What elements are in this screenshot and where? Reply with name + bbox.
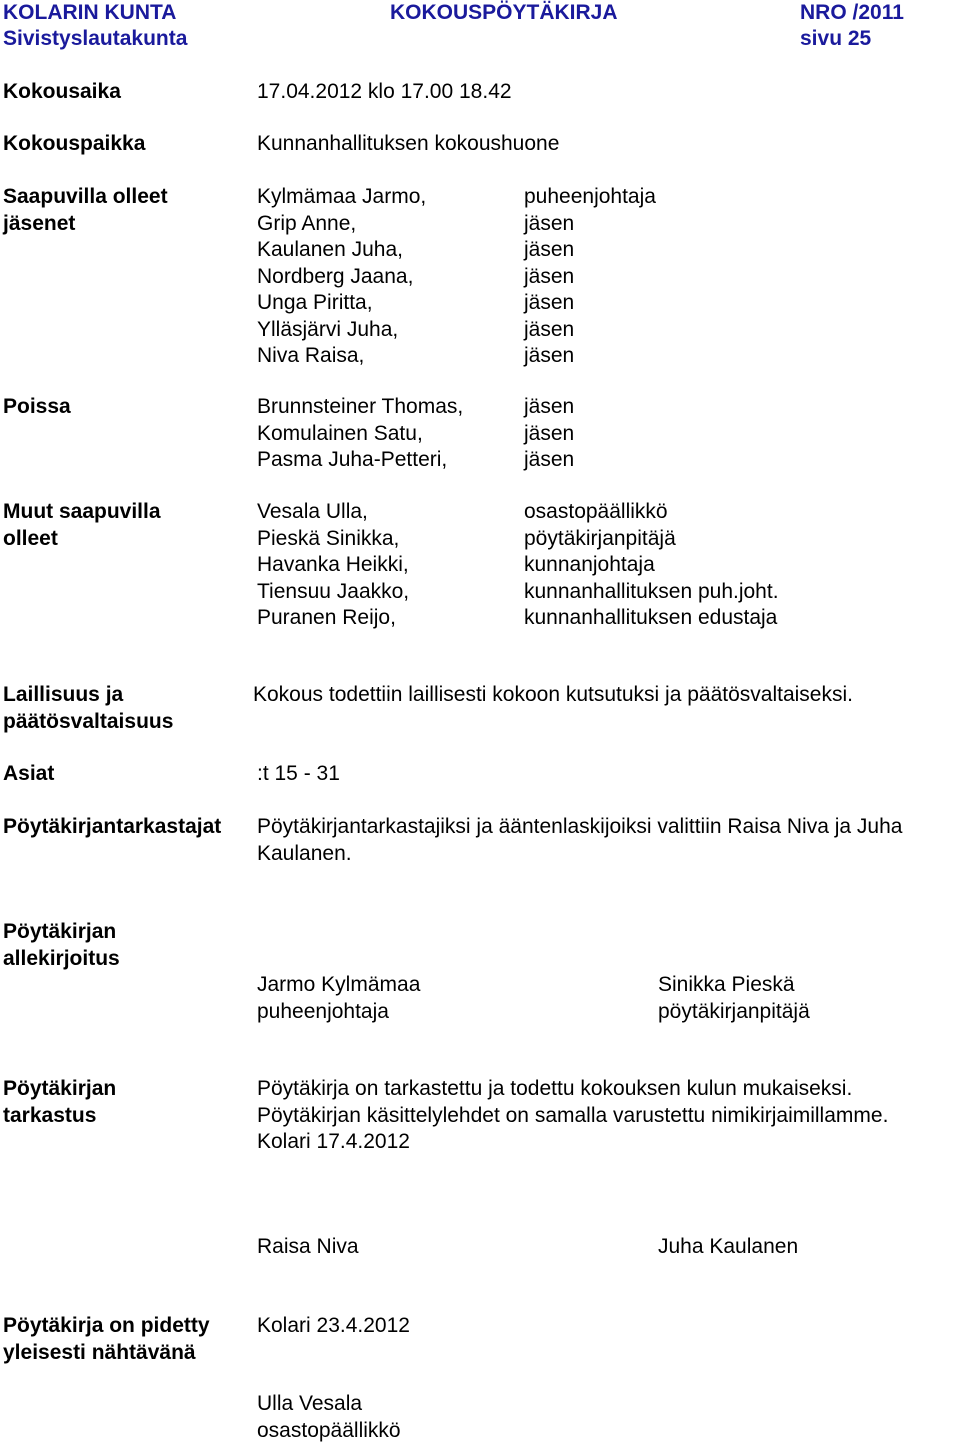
member-name: Grip Anne, (257, 211, 357, 235)
absent-role: jäsen (524, 421, 575, 445)
review-text-line3: Kolari 17.4.2012 (257, 1130, 410, 1153)
others-present-label (3, 499, 161, 552)
reviewer-1-name: Raisa Niva (257, 1235, 359, 1258)
signer-secretary-role: pöytäkirjanpitäjä (658, 999, 810, 1023)
member-role: jäsen (524, 238, 575, 261)
member-role: puheenjohtaja (524, 185, 656, 208)
matters-label: Asiat (3, 762, 55, 785)
attendee-name: Havanka Heikki, (257, 553, 409, 576)
attendee-role: kunnanhallituksen edustaja (524, 606, 778, 629)
page-number: sivu 25 (800, 27, 872, 50)
absent-name: Pasma Juha-Petteri, (257, 448, 448, 471)
present-members-label-line1: Saapuvilla olleet (3, 185, 168, 208)
public-display-label-line1: Pöytäkirja on pidetty (3, 1314, 210, 1337)
attendee-role: pöytäkirjanpitäjä (524, 526, 676, 550)
present-members-label-line2: jäsenet (3, 211, 76, 235)
member-name: Niva Raisa, (257, 344, 365, 367)
public-display-label (3, 1313, 210, 1366)
absent-roles (524, 394, 574, 474)
official-role: osastopäällikkö (257, 1418, 401, 1442)
document-number: NRO /2011 (800, 1, 904, 24)
attendee-name: Pieskä Sinikka, (257, 526, 400, 550)
attendee-role: kunnanjohtaja (524, 553, 655, 576)
member-role: jäsen (524, 317, 575, 341)
committee-name: Sivistyslautakunta (3, 27, 188, 50)
review-text (257, 1076, 888, 1156)
signer-secretary (658, 972, 810, 1025)
signing-label-line1: Pöytäkirjan (3, 920, 117, 943)
member-name: Kylmämaa Jarmo, (257, 185, 427, 208)
signer-chair (257, 972, 420, 1025)
member-role: jäsen (524, 211, 575, 235)
legality-label (3, 682, 173, 735)
matters-value: :t 15 - 31 (257, 762, 340, 785)
absent-name: Komulainen Satu, (257, 421, 423, 445)
review-label-line2: tarkastus (3, 1103, 97, 1127)
others-present-label-line2: olleet (3, 526, 58, 550)
member-role: jäsen (524, 264, 575, 288)
absent-role: jäsen (524, 448, 575, 471)
member-name: Kaulanen Juha, (257, 238, 403, 261)
public-display-place-date: Kolari 23.4.2012 (257, 1314, 410, 1337)
public-display-official (257, 1391, 401, 1444)
meeting-time-value: 17.04.2012 klo 17.00 18.42 (257, 80, 512, 103)
inspectors-text (257, 814, 902, 867)
member-role: jäsen (524, 344, 575, 367)
others-present-roles (524, 499, 779, 632)
others-present-label-line1: Muut saapuvilla (3, 500, 161, 523)
present-members-names (257, 184, 426, 370)
member-name: Nordberg Jaana, (257, 264, 414, 288)
signer-chair-name: Jarmo Kylmämaa (257, 973, 421, 996)
absent-name: Brunnsteiner Thomas, (257, 395, 464, 418)
inspectors-text-line2: Kaulanen. (257, 841, 352, 865)
signing-label (3, 919, 120, 972)
attendee-name: Tiensuu Jaakko, (257, 579, 410, 603)
document-type: KOKOUSPÖYTÄKIRJA (390, 1, 618, 24)
signer-secretary-name: Sinikka Pieskä (658, 973, 795, 996)
attendee-role: kunnanhallituksen puh.joht. (524, 579, 779, 603)
present-members-roles (524, 184, 656, 370)
meeting-place-label: Kokouspaikka (3, 132, 146, 155)
absent-names (257, 394, 463, 474)
member-name: Ylläsjärvi Juha, (257, 317, 399, 341)
review-label (3, 1076, 116, 1129)
others-present-names (257, 499, 409, 632)
official-name: Ulla Vesala (257, 1392, 363, 1415)
signing-label-line2: allekirjoitus (3, 946, 120, 970)
attendee-role: osastopäällikkö (524, 500, 668, 523)
meeting-place-value: Kunnanhallituksen kokoushuone (257, 132, 560, 155)
legality-label-line1: Laillisuus ja (3, 683, 124, 706)
public-display-label-line2: yleisesti nähtävänä (3, 1340, 196, 1364)
signer-chair-role: puheenjohtaja (257, 999, 389, 1023)
municipality-name: KOLARIN KUNTA (3, 1, 177, 24)
inspectors-label: Pöytäkirjantarkastajat (3, 815, 222, 838)
inspectors-text-line1: Pöytäkirjantarkastajiksi ja ääntenlaskijoiksi valittiin Raisa Niva ja Juha (257, 815, 903, 838)
attendee-name: Vesala Ulla, (257, 500, 368, 523)
legality-text: Kokous todettiin laillisesti kokoon kutsutuksi ja päätösvaltaiseksi. (253, 683, 853, 706)
member-role: jäsen (524, 291, 575, 314)
absent-role: jäsen (524, 395, 575, 418)
review-text-line1: Pöytäkirja on tarkastettu ja todettu kokouksen kulun mukaiseksi. (257, 1077, 853, 1100)
review-text-line2: Pöytäkirjan käsittelylehdet on samalla varustettu nimikirjaimillamme. (257, 1103, 889, 1127)
attendee-name: Puranen Reijo, (257, 606, 396, 629)
absent-label: Poissa (3, 395, 71, 418)
reviewer-2-name: Juha Kaulanen (658, 1235, 799, 1258)
review-label-line1: Pöytäkirjan (3, 1077, 117, 1100)
legality-label-line2: päätösvaltaisuus (3, 709, 174, 733)
member-name: Unga Piritta, (257, 291, 373, 314)
meeting-time-label: Kokousaika (3, 80, 121, 103)
present-members-label (3, 184, 168, 237)
